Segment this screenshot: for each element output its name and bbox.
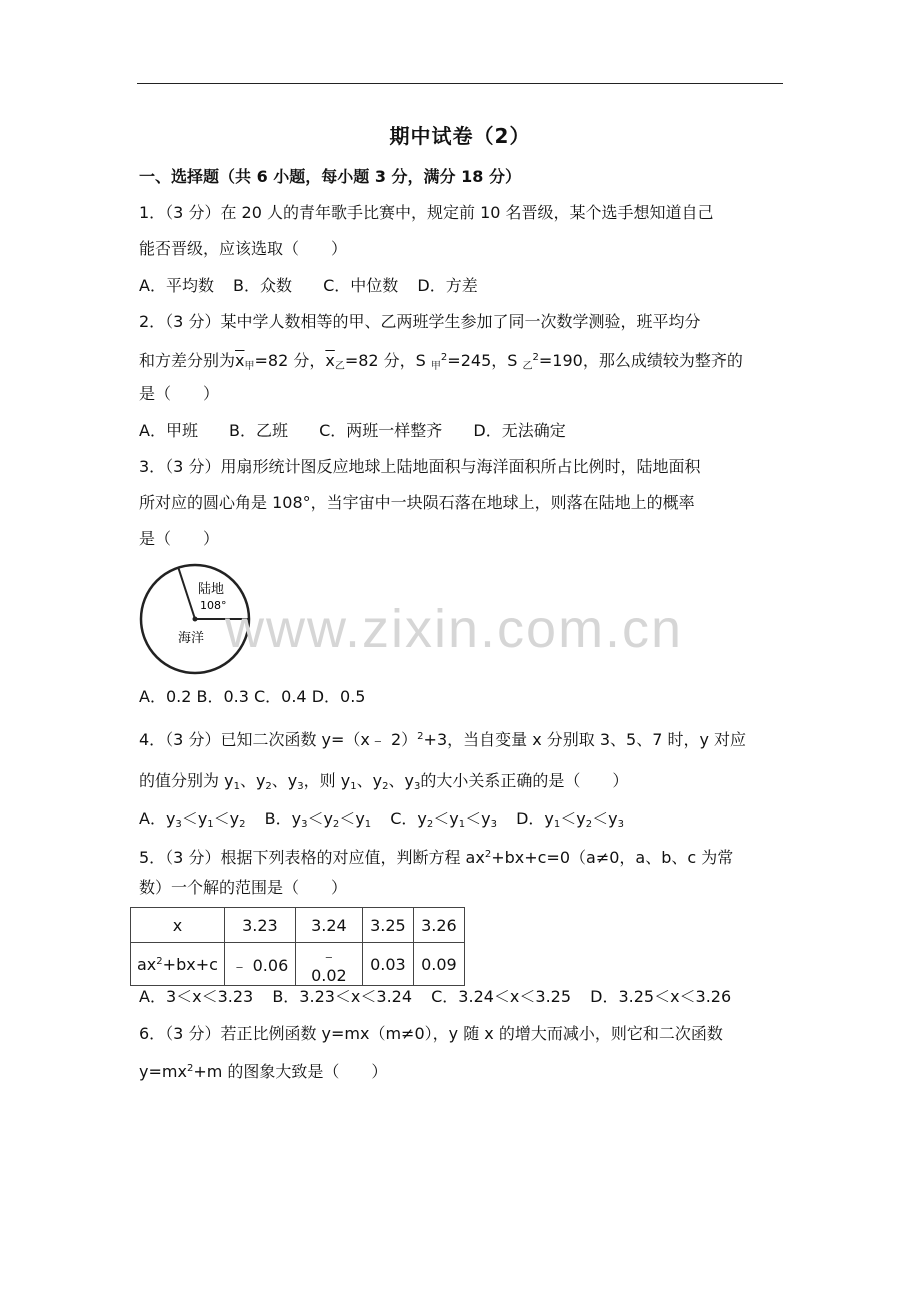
q1-option-c: C．中位数 (323, 276, 399, 295)
table-cell: 0.09 (413, 943, 464, 986)
q5-line1: 5．（3 分）根据下列表格的对应值，判断方程 $ax^2+bx+c=0(a\ne 0$，a、b、c 为常 (139, 848, 734, 867)
q4-options (139, 808, 624, 836)
header-rule (137, 83, 783, 84)
q2-option-a: A．甲班 (139, 421, 198, 440)
table-cell: $ax^2+bx+c$ (131, 943, 225, 986)
pie-ocean-label: 海洋 (178, 631, 205, 646)
q1-line1: 1．（3 分）在 20 人的青年歌手比赛中，规定前 10 名晋级，某个选手想知道自己 (139, 203, 714, 222)
pie-radius-line-1 (178, 568, 195, 619)
table-cell: ﹣ 0.06 (224, 943, 295, 986)
q1-line2: 能否晋级，应该选取（ ） (139, 239, 348, 258)
q2-option-d: D．无法确定 (473, 421, 566, 440)
q2-line3: 是（ ） (139, 384, 220, 403)
q4-option-b: B．$y_3<y_2<y_1$ (264, 809, 372, 830)
q1-option-d: D．方差 (417, 276, 478, 295)
q4-option-a: A．$y_3<y_1<y_2$ (139, 809, 246, 830)
table-cell: 3.24 (295, 908, 362, 943)
table-row (131, 943, 465, 986)
q1-option-a: A．平均数 (139, 276, 214, 295)
q2-option-b: B．乙班 (229, 421, 289, 440)
q4-option-d: D．$y_1<y_2<y_3$ (516, 809, 624, 830)
q6-line1: 6．（3 分）若正比例函数 y=mx（m≠0），y 随 x 的增大而减小，则它和二次函数 (139, 1024, 723, 1043)
table-cell: ﹣ 0.02 (295, 943, 362, 986)
section-heading: 一、选择题（共 6 小题，每小题 3 分，满分 18 分） (139, 167, 521, 186)
q6-line2: $y=mx^2+m$ 的图象大致是（ ） (139, 1062, 388, 1081)
q5-option-d: D．3.25＜x＜3.26 (590, 987, 732, 1006)
mean-x-jia: $\overline{x}$ (235, 351, 245, 370)
q1-option-b: B．众数 (233, 276, 293, 295)
mean-x-yi: $\overline{x}$ (325, 351, 335, 370)
q5-option-b: B．3.23＜x＜3.24 (272, 987, 413, 1006)
table-cell: x (131, 908, 225, 943)
table-cell: 3.23 (224, 908, 295, 943)
q5-line2: 数）一个解的范围是（ ） (139, 878, 348, 897)
q2-line2: 和方差分别为$\overline{x}_甲=82$ 分，$\overline{x}_乙=82$ 分，S $_甲^2$=245，S $_乙^2$=190，那么成绩较为整齐的 (139, 351, 743, 372)
table-cell: 3.26 (413, 908, 464, 943)
q4-option-c: C．$y_2<y_1<y_3$ (390, 809, 497, 830)
q5-options (139, 986, 731, 1008)
q3-line3: 是（ ） (139, 529, 220, 548)
page-title: 期中试卷（2） (389, 124, 531, 148)
q3-line2: 所对应的圆心角是 108°，当宇宙中一块陨石落在地球上，则落在陆地上的概率 (139, 493, 695, 512)
q4-line1: 4．（3 分）已知二次函数 y=（x﹣ 2）$^2$+3，当自变量 x 分别取 3、5、7 时，y 对应 (139, 730, 747, 749)
q2-line1: 2．（3 分）某中学人数相等的甲、乙两班学生参加了同一次数学测验，班平均分 (139, 312, 701, 331)
q2-option-c: C．两班一样整齐 (319, 421, 443, 440)
table-cell: 0.03 (362, 943, 413, 986)
q4-line2: 的值分别为 $y_1$、$y_2$、$y_3$，则 $y_1$、$y_2$、$y_3$的大小关系正确的是（ ） (139, 771, 629, 792)
watermark: www.zixin.com.cn (225, 599, 684, 659)
pie-land-label: 陆地 (198, 582, 225, 597)
q2-options (139, 420, 566, 442)
table-row (131, 908, 465, 943)
q5-option-c: C．3.24＜x＜3.25 (431, 987, 572, 1006)
q5-option-a: A．3＜x＜3.23 (139, 987, 254, 1006)
pie-land-angle: 108° (200, 599, 227, 612)
q3-options: A．0.2 B．0.3 C．0.4 D．0.5 (139, 687, 366, 706)
value-table (130, 907, 465, 986)
q1-options (139, 275, 478, 297)
q3-line1: 3．（3 分）用扇形统计图反应地球上陆地面积与海洋面积所占比例时，陆地面积 (139, 457, 701, 476)
table-cell: 3.25 (362, 908, 413, 943)
